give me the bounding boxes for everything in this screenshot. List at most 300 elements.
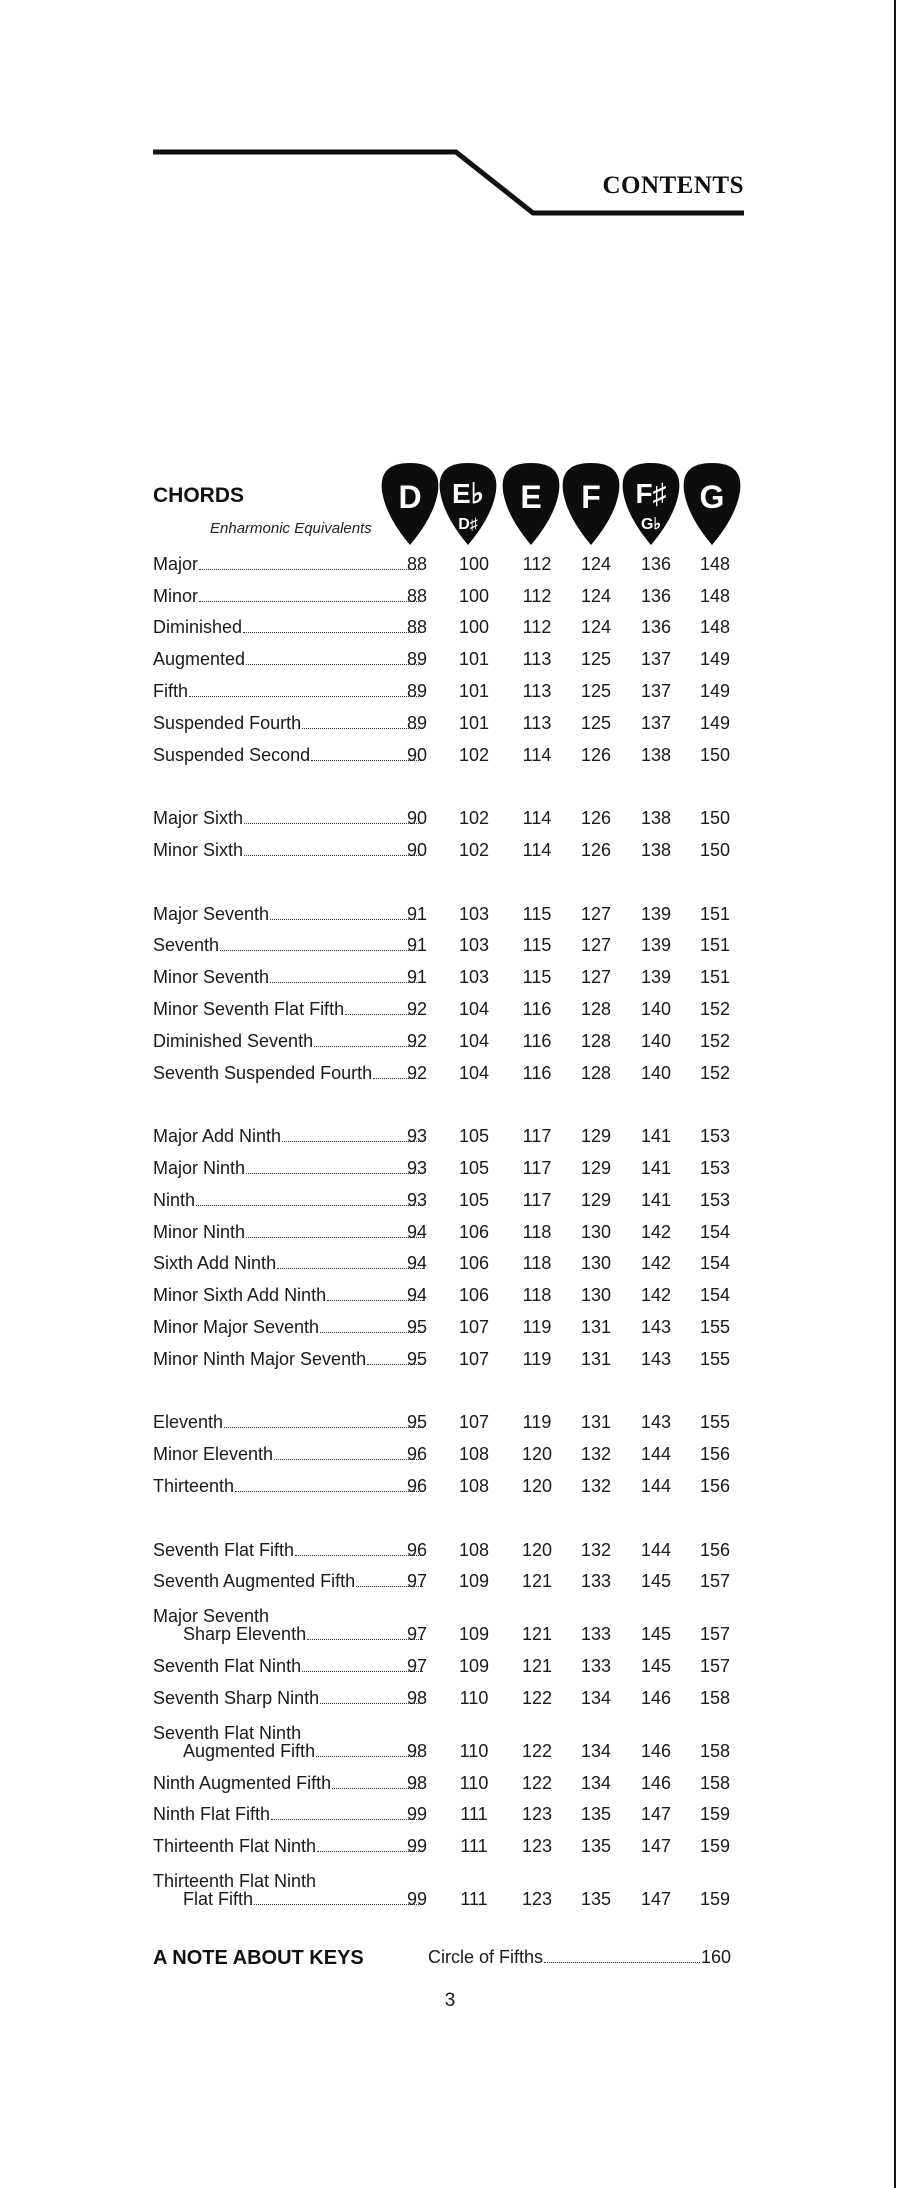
page-ref-key-5[interactable]: 158 — [699, 1740, 731, 1761]
page-ref-key-5[interactable]: 157 — [699, 1656, 731, 1677]
page-ref-key-3[interactable]: 133 — [580, 1571, 612, 1592]
page-ref-key-3[interactable]: 128 — [580, 998, 612, 1019]
chord-name — [153, 1159, 424, 1177]
page-ref-key-0[interactable]: 97 — [406, 1656, 427, 1677]
key-label: E — [520, 479, 542, 515]
chord-name-text: Major Ninth — [153, 1157, 246, 1178]
page-ref-key-5[interactable]: 153 — [699, 1157, 731, 1178]
chord-name-text: Ninth — [153, 1189, 196, 1210]
page-ref-key-4[interactable]: 144 — [640, 1475, 672, 1496]
page-ref-key-3[interactable]: 126 — [580, 808, 612, 829]
page-ref-key-0[interactable]: 97 — [406, 1624, 427, 1645]
page-ref-key-3[interactable]: 135 — [580, 1804, 612, 1825]
chord-row[interactable] — [153, 930, 753, 962]
chord-name-text: Augmented Fifth — [183, 1740, 316, 1761]
page-ref-key-0[interactable]: 94 — [406, 1253, 427, 1274]
chord-row[interactable] — [153, 580, 753, 612]
page-ref-key-5[interactable]: 151 — [699, 967, 731, 988]
page-ref-key-4[interactable]: 147 — [640, 1889, 672, 1910]
chord-name-text: Seventh Sharp Ninth — [153, 1687, 320, 1708]
page-ref-key-4[interactable]: 139 — [640, 967, 672, 988]
page-ref-key-5[interactable]: 153 — [699, 1189, 731, 1210]
page-ref-key-5[interactable]: 155 — [699, 1412, 731, 1433]
page-ref-key-1[interactable]: 102 — [458, 744, 490, 765]
page-ref-key-4[interactable]: 142 — [640, 1253, 672, 1274]
page-ref-key-2[interactable]: 115 — [522, 903, 552, 924]
page-ref-key-0[interactable]: 89 — [406, 649, 427, 670]
chord-row[interactable] — [153, 1025, 753, 1057]
page-ref-key-4[interactable]: 147 — [640, 1804, 672, 1825]
page-ref-key-4[interactable]: 137 — [640, 680, 672, 701]
page-ref-key-2[interactable]: 116 — [522, 1062, 552, 1083]
page-ref-key-4[interactable]: 138 — [640, 744, 672, 765]
page-ref-key-2[interactable]: 117 — [522, 1126, 552, 1147]
page-ref-key-4[interactable]: 143 — [640, 1316, 672, 1337]
page-ref-key-3[interactable]: 126 — [580, 744, 612, 765]
page-ref-key-4[interactable]: 144 — [640, 1539, 672, 1560]
page-ref-key-2[interactable]: 114 — [522, 808, 552, 829]
page-ref-key-1[interactable]: 111 — [460, 1836, 488, 1857]
page-ref-key-1[interactable]: 101 — [458, 712, 490, 733]
chord-row[interactable] — [153, 1830, 753, 1862]
page-ref-key-3[interactable]: 130 — [580, 1221, 612, 1242]
page-ref-key-3[interactable]: 133 — [580, 1656, 612, 1677]
page-ref-key-1[interactable]: 102 — [458, 808, 490, 829]
page-ref-key-3[interactable]: 127 — [580, 967, 612, 988]
chord-name-text: Minor Seventh Flat Fifth — [153, 998, 345, 1019]
chord-row[interactable] — [153, 1248, 753, 1280]
page-ref-key-1[interactable]: 108 — [458, 1539, 490, 1560]
chord-name — [153, 618, 424, 636]
page-ref-key-1[interactable]: 110 — [459, 1740, 489, 1761]
chord-name — [153, 905, 424, 923]
page-ref-key-2[interactable]: 114 — [522, 839, 552, 860]
chord-name-text: Seventh Augmented Fifth — [153, 1571, 356, 1592]
chord-name — [153, 1724, 424, 1760]
page-ref-key-3[interactable]: 131 — [580, 1348, 612, 1369]
page-ref-key-5[interactable]: 156 — [699, 1475, 731, 1496]
page-ref-key-2[interactable]: 119 — [522, 1348, 552, 1369]
page-ref-key-0[interactable]: 95 — [406, 1412, 427, 1433]
page-ref-key-5[interactable]: 149 — [699, 712, 731, 733]
chord-row[interactable] — [153, 548, 753, 580]
page-ref-key-1[interactable]: 105 — [458, 1157, 490, 1178]
page-ref-key-2[interactable]: 119 — [522, 1412, 552, 1433]
page-ref-key-3[interactable]: 124 — [580, 617, 612, 638]
page-ref-key-0[interactable]: 96 — [406, 1444, 427, 1465]
page-ref-key-1[interactable]: 109 — [458, 1571, 490, 1592]
page-ref-key-1[interactable]: 109 — [458, 1624, 490, 1645]
dot-leader — [246, 664, 423, 665]
page-ref-key-2[interactable]: 118 — [522, 1253, 552, 1274]
chord-name-text: Fifth — [153, 680, 189, 701]
chord-row[interactable] — [153, 961, 753, 993]
page-ref-key-1[interactable]: 108 — [458, 1444, 490, 1465]
circle-of-fifths-page: 160 — [700, 1947, 731, 1967]
page-ref-key-3[interactable]: 128 — [580, 1062, 612, 1083]
page-ref-key-1[interactable]: 106 — [458, 1253, 490, 1274]
page-ref-key-2[interactable]: 117 — [522, 1189, 552, 1210]
chord-row[interactable] — [153, 1311, 753, 1343]
chord-row[interactable] — [153, 643, 753, 675]
page-ref-key-2[interactable]: 121 — [521, 1624, 553, 1645]
chord-row[interactable] — [153, 739, 753, 771]
page-ref-key-4[interactable]: 137 — [640, 649, 672, 670]
page-ref-key-4[interactable]: 141 — [640, 1126, 672, 1147]
page-ref-key-3[interactable]: 127 — [580, 935, 612, 956]
page-ref-key-3[interactable]: 129 — [580, 1126, 612, 1147]
page-ref-key-1[interactable]: 111 — [460, 1804, 488, 1825]
page-ref-key-3[interactable]: 129 — [580, 1157, 612, 1178]
page-ref-key-1[interactable]: 103 — [458, 967, 490, 988]
page-ref-key-4[interactable]: 145 — [640, 1624, 672, 1645]
page-ref-key-2[interactable]: 121 — [521, 1656, 553, 1677]
page-ref-key-3[interactable]: 129 — [580, 1189, 612, 1210]
page-ref-key-0[interactable]: 89 — [406, 680, 427, 701]
page-ref-key-4[interactable]: 145 — [640, 1571, 672, 1592]
page-ref-key-4[interactable]: 142 — [640, 1285, 672, 1306]
page-ref-key-2[interactable]: 121 — [521, 1571, 553, 1592]
page-ref-key-1[interactable]: 104 — [458, 1062, 490, 1083]
page-ref-key-1[interactable]: 100 — [458, 553, 490, 574]
page-ref-key-5[interactable]: 159 — [699, 1836, 731, 1857]
page-ref-key-1[interactable]: 104 — [458, 998, 490, 1019]
chord-row[interactable] — [153, 1597, 753, 1650]
page-ref-key-2[interactable]: 120 — [521, 1444, 553, 1465]
page-ref-key-1[interactable]: 108 — [458, 1475, 490, 1496]
chord-name-text: Ninth Flat Fifth — [153, 1804, 271, 1825]
page-ref-key-2[interactable]: 123 — [521, 1889, 553, 1910]
page-ref-key-4[interactable]: 139 — [640, 903, 672, 924]
page-ref-key-5[interactable]: 154 — [699, 1221, 731, 1242]
page-ref-key-0[interactable]: 98 — [406, 1772, 427, 1793]
page-ref-key-1[interactable]: 104 — [458, 1030, 490, 1051]
page-ref-key-2[interactable]: 119 — [522, 1316, 552, 1337]
page-ref-key-0[interactable]: 98 — [406, 1687, 427, 1708]
page-ref-key-0[interactable]: 88 — [406, 553, 427, 574]
page-ref-key-2[interactable]: 112 — [522, 553, 552, 574]
page-ref-key-5[interactable]: 157 — [699, 1624, 731, 1645]
page-ref-key-0[interactable]: 93 — [406, 1126, 427, 1147]
page-ref-key-3[interactable]: 134 — [580, 1772, 612, 1793]
page-ref-key-0[interactable]: 98 — [406, 1740, 427, 1761]
chord-name — [153, 1607, 424, 1643]
page-ref-key-4[interactable]: 136 — [640, 585, 672, 606]
page-ref-key-1[interactable]: 110 — [459, 1687, 489, 1708]
page-ref-key-0[interactable]: 95 — [406, 1348, 427, 1369]
page-ref-key-4[interactable]: 139 — [640, 935, 672, 956]
chord-name-text: Major Sixth — [153, 808, 244, 829]
page-ref-key-2[interactable]: 116 — [522, 1030, 552, 1051]
chord-row[interactable] — [153, 1120, 753, 1152]
chord-name-text: Major Add Ninth — [153, 1126, 282, 1147]
circle-of-fifths-entry[interactable] — [428, 1947, 731, 1968]
page-ref-key-3[interactable]: 130 — [580, 1285, 612, 1306]
page-ref-key-2[interactable]: 113 — [522, 712, 552, 733]
chord-name-text: Diminished Seventh — [153, 1030, 314, 1051]
page-ref-key-3[interactable]: 135 — [580, 1836, 612, 1857]
page-ref-key-0[interactable]: 92 — [406, 1062, 427, 1083]
chord-name — [153, 1837, 424, 1855]
page-title: CONTENTS — [602, 172, 744, 199]
page-ref-key-2[interactable]: 112 — [522, 585, 552, 606]
page-ref-key-3[interactable]: 133 — [580, 1624, 612, 1645]
page-ref-key-3[interactable]: 126 — [580, 839, 612, 860]
page-ref-key-0[interactable]: 94 — [406, 1285, 427, 1306]
page-ref-key-0[interactable]: 90 — [406, 808, 427, 829]
page-ref-key-3[interactable]: 125 — [580, 712, 612, 733]
chord-name-text: Major Seventh — [153, 903, 270, 924]
chord-row[interactable] — [153, 1534, 753, 1566]
chord-name — [153, 1350, 424, 1368]
chord-name-text: Minor Seventh — [153, 967, 270, 988]
note-about-keys-heading: A NOTE ABOUT KEYS — [153, 1947, 364, 1969]
page-ref-key-1[interactable]: 101 — [458, 680, 490, 701]
page-ref-key-1[interactable]: 101 — [458, 649, 490, 670]
chord-row[interactable] — [153, 1799, 753, 1831]
page-ref-key-5[interactable]: 148 — [699, 617, 731, 638]
page-ref-key-5[interactable]: 159 — [699, 1804, 731, 1825]
page-ref-key-3[interactable]: 135 — [580, 1889, 612, 1910]
chord-row[interactable] — [153, 1152, 753, 1184]
chord-row[interactable] — [153, 707, 753, 739]
chord-row[interactable] — [153, 1184, 753, 1216]
page-ref-key-1[interactable]: 105 — [458, 1126, 490, 1147]
page-ref-key-4[interactable]: 140 — [640, 1030, 672, 1051]
page-ref-key-2[interactable]: 117 — [522, 1157, 552, 1178]
page-ref-key-5[interactable]: 154 — [699, 1253, 731, 1274]
page-ref-key-1[interactable]: 102 — [458, 839, 490, 860]
page-ref-key-0[interactable]: 93 — [406, 1157, 427, 1178]
enharmonic-equivalents-label: Enharmonic Equivalents — [210, 520, 372, 537]
key-enharmonic-label: G♭ — [641, 516, 661, 533]
page-ref-key-2[interactable]: 115 — [522, 967, 552, 988]
page-ref-key-5[interactable]: 152 — [699, 998, 731, 1019]
page-ref-key-0[interactable]: 90 — [406, 839, 427, 860]
page-ref-key-3[interactable]: 131 — [580, 1316, 612, 1337]
chord-name-text: Minor — [153, 585, 199, 606]
page-ref-key-1[interactable]: 100 — [458, 585, 490, 606]
chord-name — [153, 1032, 424, 1050]
chord-row[interactable] — [153, 675, 753, 707]
page-ref-key-1[interactable]: 106 — [458, 1285, 490, 1306]
page-ref-key-5[interactable]: 151 — [699, 935, 731, 956]
page-ref-key-2[interactable]: 113 — [522, 649, 552, 670]
page-ref-key-0[interactable]: 99 — [406, 1836, 427, 1857]
page-ref-key-4[interactable]: 141 — [640, 1157, 672, 1178]
chord-row[interactable] — [153, 1470, 753, 1502]
chord-name — [153, 555, 424, 573]
page-ref-key-4[interactable]: 138 — [640, 808, 672, 829]
page-ref-key-0[interactable]: 90 — [406, 744, 427, 765]
chord-row[interactable] — [153, 898, 753, 930]
page-ref-key-0[interactable]: 92 — [406, 1030, 427, 1051]
page-ref-key-4[interactable]: 143 — [640, 1412, 672, 1433]
page-ref-key-5[interactable]: 148 — [699, 553, 731, 574]
page-ref-key-2[interactable]: 122 — [521, 1687, 553, 1708]
chord-row[interactable] — [153, 1279, 753, 1311]
page-ref-key-1[interactable]: 107 — [458, 1316, 490, 1337]
page-ref-key-4[interactable]: 146 — [640, 1687, 672, 1708]
chord-name — [153, 1657, 424, 1675]
page-ref-key-2[interactable]: 112 — [522, 617, 552, 638]
chord-row[interactable] — [153, 1057, 753, 1089]
page-ref-key-3[interactable]: 127 — [580, 903, 612, 924]
page-ref-key-5[interactable]: 150 — [699, 808, 731, 829]
page-ref-key-3[interactable]: 128 — [580, 1030, 612, 1051]
page-ref-key-1[interactable]: 105 — [458, 1189, 490, 1210]
chord-name-text: Seventh Suspended Fourth — [153, 1062, 373, 1083]
chord-row[interactable] — [153, 1438, 753, 1470]
page-ref-key-1[interactable]: 100 — [458, 617, 490, 638]
page-ref-key-2[interactable]: 123 — [521, 1804, 553, 1825]
page-ref-key-1[interactable]: 103 — [458, 935, 490, 956]
page-ref-key-1[interactable]: 107 — [458, 1348, 490, 1369]
page-ref-key-5[interactable]: 156 — [699, 1539, 731, 1560]
page-ref-key-4[interactable]: 142 — [640, 1221, 672, 1242]
page-ref-key-5[interactable]: 151 — [699, 903, 731, 924]
page-ref-key-4[interactable]: 143 — [640, 1348, 672, 1369]
page-ref-key-4[interactable]: 147 — [640, 1836, 672, 1857]
page-ref-key-5[interactable]: 153 — [699, 1126, 731, 1147]
page-ref-key-2[interactable]: 123 — [521, 1836, 553, 1857]
chord-row[interactable] — [153, 1216, 753, 1248]
page-ref-key-5[interactable]: 158 — [699, 1687, 731, 1708]
dot-leader — [243, 632, 423, 633]
page-ref-key-0[interactable]: 96 — [406, 1475, 427, 1496]
page-ref-key-4[interactable]: 136 — [640, 617, 672, 638]
chord-row[interactable] — [153, 1682, 753, 1714]
page-ref-key-5[interactable]: 148 — [699, 585, 731, 606]
page-ref-key-2[interactable]: 116 — [522, 998, 552, 1019]
page-ref-key-1[interactable]: 103 — [458, 903, 490, 924]
page-ref-key-5[interactable]: 155 — [699, 1316, 731, 1337]
page-ref-key-3[interactable]: 124 — [580, 585, 612, 606]
chord-row[interactable] — [153, 612, 753, 644]
page-ref-key-4[interactable]: 146 — [640, 1740, 672, 1761]
chord-row[interactable] — [153, 1714, 753, 1767]
page-ref-key-4[interactable]: 144 — [640, 1444, 672, 1465]
page-ref-key-5[interactable]: 152 — [699, 1062, 731, 1083]
page-ref-key-5[interactable]: 150 — [699, 839, 731, 860]
chord-name-text: Eleventh — [153, 1412, 224, 1433]
page-ref-key-5[interactable]: 157 — [699, 1571, 731, 1592]
page-ref-key-4[interactable]: 140 — [640, 998, 672, 1019]
page-ref-key-2[interactable]: 120 — [521, 1539, 553, 1560]
chord-name — [153, 968, 424, 986]
page-ref-key-3[interactable]: 132 — [580, 1539, 612, 1560]
page-ref-key-0[interactable]: 95 — [406, 1316, 427, 1337]
page-ref-key-3[interactable]: 132 — [580, 1475, 612, 1496]
page-ref-key-2[interactable]: 113 — [522, 680, 552, 701]
page-ref-key-2[interactable]: 114 — [522, 744, 552, 765]
page-ref-key-5[interactable]: 159 — [699, 1889, 731, 1910]
page-ref-key-5[interactable]: 158 — [699, 1772, 731, 1793]
page-ref-key-2[interactable]: 122 — [521, 1740, 553, 1761]
chord-row[interactable] — [153, 1650, 753, 1682]
page-ref-key-0[interactable]: 96 — [406, 1539, 427, 1560]
chord-row[interactable] — [153, 802, 753, 834]
chord-name-text: Thirteenth Flat Ninth — [153, 1836, 317, 1857]
chord-name — [153, 587, 424, 605]
page-ref-key-1[interactable]: 111 — [460, 1889, 488, 1910]
page-ref-key-5[interactable]: 149 — [699, 680, 731, 701]
page-ref-key-3[interactable]: 134 — [580, 1687, 612, 1708]
page-ref-key-3[interactable]: 131 — [580, 1412, 612, 1433]
page-ref-key-0[interactable]: 97 — [406, 1571, 427, 1592]
page-ref-key-2[interactable]: 122 — [521, 1772, 553, 1793]
page-ref-key-4[interactable]: 140 — [640, 1062, 672, 1083]
page-ref-key-0[interactable]: 89 — [406, 712, 427, 733]
chord-name-text: Suspended Second — [153, 744, 311, 765]
dot-leader — [235, 1491, 423, 1492]
chord-row[interactable] — [153, 1407, 753, 1439]
page-ref-key-5[interactable]: 156 — [699, 1444, 731, 1465]
chord-row[interactable] — [153, 834, 753, 866]
page-ref-key-2[interactable]: 115 — [522, 935, 552, 956]
page-ref-key-0[interactable]: 88 — [406, 585, 427, 606]
page-ref-key-1[interactable]: 110 — [459, 1772, 489, 1793]
page-ref-key-0[interactable]: 99 — [406, 1804, 427, 1825]
page-ref-key-4[interactable]: 145 — [640, 1656, 672, 1677]
page-ref-key-0[interactable]: 91 — [406, 967, 427, 988]
page-ref-key-4[interactable]: 141 — [640, 1189, 672, 1210]
key-label: F — [581, 479, 601, 515]
page-ref-key-1[interactable]: 109 — [458, 1656, 490, 1677]
page-ref-key-5[interactable]: 152 — [699, 1030, 731, 1051]
page-ref-key-1[interactable]: 107 — [458, 1412, 490, 1433]
chord-row[interactable] — [153, 1767, 753, 1799]
dot-leader — [244, 855, 423, 856]
chord-name — [153, 1689, 424, 1707]
page-ref-key-3[interactable]: 130 — [580, 1253, 612, 1274]
chord-row[interactable] — [153, 1862, 753, 1915]
page-ref-key-5[interactable]: 154 — [699, 1285, 731, 1306]
page-ref-key-4[interactable]: 146 — [640, 1772, 672, 1793]
page-ref-key-0[interactable]: 99 — [406, 1889, 427, 1910]
page-ref-key-0[interactable]: 94 — [406, 1221, 427, 1242]
page-ref-key-5[interactable]: 155 — [699, 1348, 731, 1369]
page-ref-key-2[interactable]: 118 — [522, 1285, 552, 1306]
page-ref-key-2[interactable]: 118 — [522, 1221, 552, 1242]
chord-name — [153, 1477, 424, 1495]
page-ref-key-4[interactable]: 137 — [640, 712, 672, 733]
page-ref-key-3[interactable]: 124 — [580, 553, 612, 574]
page-ref-key-3[interactable]: 134 — [580, 1740, 612, 1761]
page-ref-key-4[interactable]: 136 — [640, 553, 672, 574]
chord-name-text: Major — [153, 553, 199, 574]
chord-row[interactable] — [153, 1566, 753, 1598]
page-ref-key-0[interactable]: 91 — [406, 903, 427, 924]
page-ref-key-3[interactable]: 132 — [580, 1444, 612, 1465]
chord-name-text: Minor Ninth Major Seventh — [153, 1348, 367, 1369]
page-ref-key-5[interactable]: 150 — [699, 744, 731, 765]
chord-name — [153, 714, 424, 732]
page-ref-key-0[interactable]: 91 — [406, 935, 427, 956]
page-ref-key-0[interactable]: 88 — [406, 617, 427, 638]
chord-name-text: Minor Ninth — [153, 1221, 246, 1242]
page-ref-key-0[interactable]: 92 — [406, 998, 427, 1019]
page-ref-key-0[interactable]: 93 — [406, 1189, 427, 1210]
page-ref-key-4[interactable]: 138 — [640, 839, 672, 860]
page-ref-key-3[interactable]: 125 — [580, 649, 612, 670]
page-ref-key-5[interactable]: 149 — [699, 649, 731, 670]
chord-row[interactable] — [153, 1343, 753, 1375]
page-ref-key-2[interactable]: 120 — [521, 1475, 553, 1496]
page-ref-key-1[interactable]: 106 — [458, 1221, 490, 1242]
page-ref-key-3[interactable]: 125 — [580, 680, 612, 701]
chord-row[interactable] — [153, 993, 753, 1025]
